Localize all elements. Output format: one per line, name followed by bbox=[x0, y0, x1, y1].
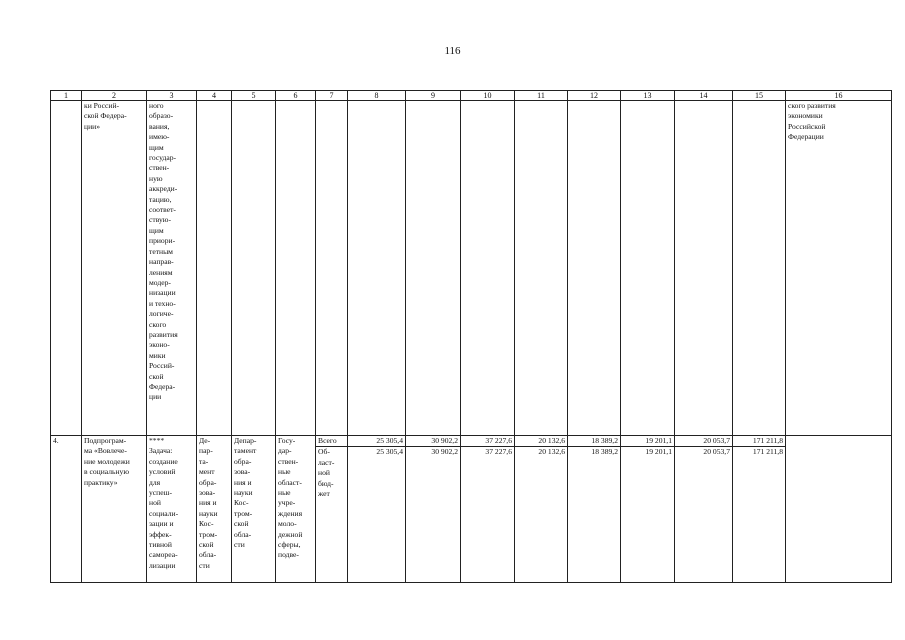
budget-value: 37 227,6 bbox=[461, 447, 515, 583]
budget-value: 30 902,2 bbox=[406, 447, 461, 583]
column-header: 12 bbox=[568, 91, 621, 101]
column-header: 2 bbox=[82, 91, 147, 101]
budget-value: 20 053,7 bbox=[675, 447, 733, 583]
table-cell bbox=[316, 101, 348, 436]
page-number: 116 bbox=[444, 45, 461, 57]
column-header: 7 bbox=[316, 91, 348, 101]
table-cell bbox=[406, 101, 461, 436]
total-value: 171 211,8 bbox=[733, 436, 786, 447]
co-executor: Депар- тамент обра- зова- ния и науки Кос- тром- ской обла- сти bbox=[232, 436, 276, 583]
subprogram-task: **** Задача: создание условий для успеш- ной социали- зации и эффек- тивной самореа- лизации bbox=[147, 436, 197, 583]
total-value: 30 902,2 bbox=[406, 436, 461, 447]
program-table bbox=[50, 90, 892, 583]
total-value: 37 227,6 bbox=[461, 436, 515, 447]
description-continuation-cell: ного образо- вания, имею- щим государ- ствен- ную аккреди- тацию, соответ- ствую- щим приори- тетным направ- лениям модер- низации и техно- логиче- ского развития эконо- мики Россий- ской Федера- ции bbox=[147, 101, 197, 436]
budget-value: 18 389,2 bbox=[568, 447, 621, 583]
column-header: 8 bbox=[348, 91, 406, 101]
table-cell bbox=[276, 101, 316, 436]
budget-value: 19 201,1 bbox=[621, 447, 675, 583]
table-cell bbox=[621, 101, 675, 436]
funding-source-regional: Об- ласт- ной бюд- жет bbox=[316, 447, 348, 583]
total-value: 20 132,6 bbox=[515, 436, 568, 447]
table-cell bbox=[733, 101, 786, 436]
column-header: 6 bbox=[276, 91, 316, 101]
total-value: 25 305,4 bbox=[348, 436, 406, 447]
table-cell bbox=[568, 101, 621, 436]
total-value: 18 389,2 bbox=[568, 436, 621, 447]
column-header: 1 bbox=[51, 91, 82, 101]
table-cell bbox=[51, 101, 82, 436]
table-cell bbox=[786, 436, 892, 583]
funding-source-total: Всего bbox=[316, 436, 348, 447]
table-cell bbox=[232, 101, 276, 436]
goal-continuation-cell: ки Россий- ской Федера- ции» bbox=[82, 101, 147, 436]
table-cell bbox=[461, 101, 515, 436]
budget-value: 20 132,6 bbox=[515, 447, 568, 583]
column-header: 10 bbox=[461, 91, 515, 101]
result-continuation-cell: ского развития экономики Российской Федерации bbox=[786, 101, 892, 436]
column-header: 16 bbox=[786, 91, 892, 101]
column-header: 15 bbox=[733, 91, 786, 101]
column-header: 5 bbox=[232, 91, 276, 101]
total-value: 20 053,7 bbox=[675, 436, 733, 447]
column-header: 9 bbox=[406, 91, 461, 101]
budget-value: 171 211,8 bbox=[733, 447, 786, 583]
column-number-row bbox=[51, 91, 892, 101]
budget-value: 25 305,4 bbox=[348, 447, 406, 583]
subprogram-name: Подпрограм- ма «Вовлече- ние молодежи в социальную практику» bbox=[82, 436, 147, 583]
column-header: 4 bbox=[197, 91, 232, 101]
total-value: 19 201,1 bbox=[621, 436, 675, 447]
participants: Госу- дар- ствен- ные област- ные учре- ждения моло- дежной сферы, подве- bbox=[276, 436, 316, 583]
column-header: 11 bbox=[515, 91, 568, 101]
continuation-row bbox=[51, 101, 892, 436]
responsible-executor: Де- пар- та- мент обра- зова- ния и науки Кос- тром- ской обла- сти bbox=[197, 436, 232, 583]
column-header: 14 bbox=[675, 91, 733, 101]
column-header: 3 bbox=[147, 91, 197, 101]
column-header: 13 bbox=[621, 91, 675, 101]
table-cell bbox=[348, 101, 406, 436]
table-cell bbox=[197, 101, 232, 436]
table-cell bbox=[675, 101, 733, 436]
subprogram-number: 4. bbox=[51, 436, 82, 583]
subprogram-total-row bbox=[51, 436, 892, 447]
table-cell bbox=[515, 101, 568, 436]
